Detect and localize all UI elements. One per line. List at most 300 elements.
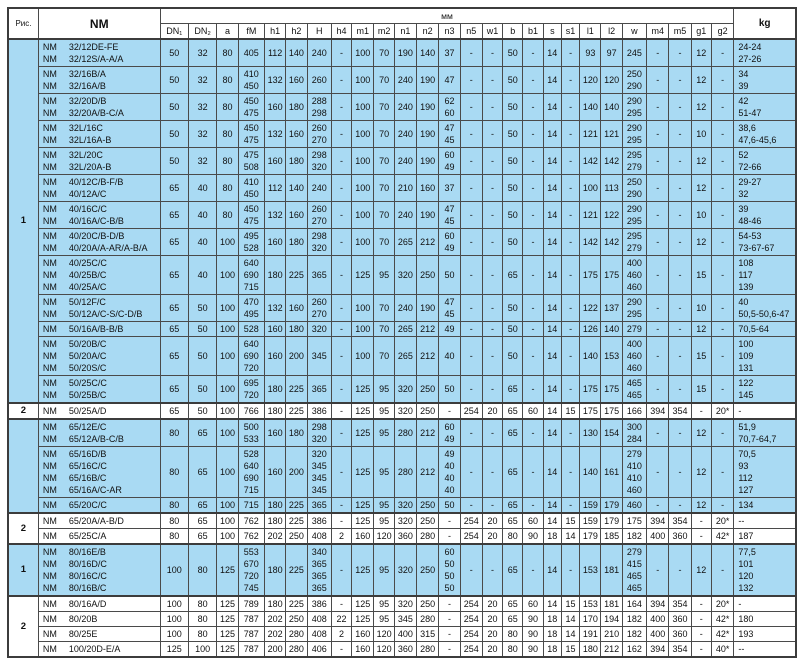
dimension-cell: - xyxy=(711,498,733,514)
dimension-cell: 280 xyxy=(417,642,439,658)
dimension-cell: 14 xyxy=(543,67,561,94)
table-row xyxy=(8,642,796,658)
dimension-cell: 162 xyxy=(622,642,646,658)
dimension-cell: - xyxy=(669,337,691,376)
dimension-cell: 175 xyxy=(622,513,646,529)
dimension-cell: - xyxy=(669,148,691,175)
dimension-cell: - xyxy=(331,403,351,419)
dimension-cell: 18 xyxy=(543,529,561,545)
dimension-cell: 70 xyxy=(374,148,394,175)
dimension-cell: 14 xyxy=(543,596,561,612)
dimension-cell: 160 xyxy=(417,175,439,202)
dimension-cell: - xyxy=(331,642,351,658)
dimension-cell: 14 xyxy=(543,121,561,148)
dimension-cell: 47 45 xyxy=(439,121,460,148)
dimension-cell: 122 xyxy=(601,202,622,229)
dimension-cell: 100 xyxy=(217,295,238,322)
dimension-cell: 175 xyxy=(580,376,601,404)
figure-number-cell xyxy=(8,419,38,513)
dimension-cell: 320 xyxy=(307,322,331,337)
dimension-cell: - xyxy=(331,121,351,148)
dimension-cell: - xyxy=(691,642,711,658)
pump-model-names: NM 40/16C/C NM 40/16A/C-B/B xyxy=(38,202,160,229)
dimension-cell: 65 xyxy=(503,376,523,404)
dimension-cell: - xyxy=(331,376,351,404)
dimension-cell: 200 xyxy=(286,447,307,498)
dimension-cell: 180 xyxy=(580,642,601,658)
dimension-cell: 190 xyxy=(417,202,439,229)
dimension-cell: 240 xyxy=(394,94,416,121)
dimension-cell: 80 xyxy=(188,544,216,596)
dimension-cell: 298 320 xyxy=(307,229,331,256)
weight-cell: 38,6 47,6-45,6 xyxy=(734,121,796,148)
dimension-cell: - xyxy=(669,39,691,67)
dimension-cell: 14 xyxy=(543,337,561,376)
dimension-cell: 386 xyxy=(307,596,331,612)
dimension-cell: - xyxy=(711,121,733,148)
dimension-cell: 140 xyxy=(286,175,307,202)
dimension-cell: 528 xyxy=(238,322,264,337)
dimension-cell: 125 xyxy=(352,376,374,404)
table-row xyxy=(8,498,796,514)
dimension-cell: - xyxy=(561,447,579,498)
dimension-cell: - xyxy=(523,39,543,67)
dimension-cell: 80 xyxy=(217,175,238,202)
dimension-cell: 140 xyxy=(580,94,601,121)
dimension-cell: 290 295 xyxy=(622,202,646,229)
dimension-cell: - xyxy=(711,322,733,337)
dimension-cell: 180 xyxy=(286,148,307,175)
weight-cell: 122 145 xyxy=(734,376,796,404)
weight-cell: 34 39 xyxy=(734,67,796,94)
dimension-cell: 640 690 720 xyxy=(238,337,264,376)
dimension-cell: 120 xyxy=(374,529,394,545)
dimension-cell: 121 xyxy=(580,121,601,148)
dimension-cell: 100 xyxy=(160,596,188,612)
dimension-cell: 408 xyxy=(307,529,331,545)
dimension-cell: 160 xyxy=(286,67,307,94)
dimension-cell: 210 xyxy=(394,175,416,202)
dimension-cell: 180 xyxy=(265,256,286,295)
dimension-cell: - xyxy=(711,67,733,94)
dimension-cell: 175 xyxy=(580,256,601,295)
dimension-cell: 180 xyxy=(286,322,307,337)
dimension-cell: - xyxy=(460,39,482,67)
dimension-cell: 32 xyxy=(188,148,216,175)
table-row xyxy=(8,403,796,419)
dimension-cell: 495 528 xyxy=(238,229,264,256)
dimension-cell: 80 xyxy=(503,642,523,658)
dimension-cell: - xyxy=(460,337,482,376)
dimension-cell: 254 xyxy=(460,529,482,545)
dimension-cell: 140 xyxy=(601,94,622,121)
dimension-cell: 240 xyxy=(394,121,416,148)
dimension-cell: 112 xyxy=(265,39,286,67)
dimension-column-header: b xyxy=(503,24,523,40)
dimension-column-header: m5 xyxy=(669,24,691,40)
pump-model-names: NM 50/12F/C NM 50/12A/C-S/C-D/B xyxy=(38,295,160,322)
dimension-cell: 190 xyxy=(417,148,439,175)
dimension-cell: 180 xyxy=(286,94,307,121)
dimension-cell: 100 xyxy=(217,376,238,404)
dimension-cell: - xyxy=(482,175,502,202)
dimension-cell: 15 xyxy=(561,642,579,658)
dimension-cell: - xyxy=(331,202,351,229)
dimension-cell: 50 xyxy=(503,322,523,337)
dimension-cell: - xyxy=(460,202,482,229)
dimension-cell: 160 xyxy=(265,337,286,376)
dimension-cell: 80 xyxy=(188,612,216,627)
dimension-cell: 80 xyxy=(217,39,238,67)
weight-cell: 100 109 131 xyxy=(734,337,796,376)
pump-model-names: NM 65/12E/C NM 65/12A/B-C/B xyxy=(38,419,160,447)
dimension-cell: 95 xyxy=(374,498,394,514)
dimension-cell: 65 xyxy=(160,403,188,419)
dimension-cell: 120 xyxy=(374,627,394,642)
dimension-cell: 125 xyxy=(352,447,374,498)
dimension-cell: 12 xyxy=(691,447,711,498)
pump-model-names: NM 50/25A/D xyxy=(38,403,160,419)
dimension-cell: 60 49 xyxy=(439,419,460,447)
dimension-cell: 240 xyxy=(394,148,416,175)
dimension-cell: - xyxy=(460,148,482,175)
pump-model-names: NM 32L/16C NM 32L/16A-B xyxy=(38,121,160,148)
dimension-cell: 159 xyxy=(580,498,601,514)
table-row xyxy=(8,419,796,447)
dimension-cell: 120 xyxy=(580,67,601,94)
dimension-column-header: n2 xyxy=(417,24,439,40)
weight-cell: -- xyxy=(734,642,796,658)
dimension-cell: 47 45 xyxy=(439,295,460,322)
dimension-cell: - xyxy=(669,447,691,498)
dimension-cell: 50 xyxy=(188,322,216,337)
dimension-cell: 32 xyxy=(188,67,216,94)
dimension-cell: 340 365 365 365 xyxy=(307,544,331,596)
dimension-cell: 260 xyxy=(307,67,331,94)
dimension-cell: 254 xyxy=(460,612,482,627)
dimension-cell: - xyxy=(669,256,691,295)
dimension-cell: - xyxy=(691,513,711,529)
dimension-cell: 95 xyxy=(374,376,394,404)
dimension-column-header: w xyxy=(622,24,646,40)
dimension-cell: - xyxy=(460,419,482,447)
dimension-cell: - xyxy=(691,529,711,545)
dimension-cell: - xyxy=(460,498,482,514)
dimension-cell: 2 xyxy=(331,627,351,642)
dimension-cell: 113 xyxy=(601,175,622,202)
dimension-cell: 20 xyxy=(482,627,502,642)
dimension-cell: 65 xyxy=(160,322,188,337)
dimension-column-header: H xyxy=(307,24,331,40)
dimension-cell: 50 xyxy=(188,337,216,376)
dimension-cell: 180 xyxy=(265,513,286,529)
dimension-cell: - xyxy=(482,202,502,229)
dimension-cell: 10 xyxy=(691,121,711,148)
dimension-cell: 160 xyxy=(265,322,286,337)
table-body xyxy=(8,39,796,657)
dimension-cell: 100 xyxy=(352,94,374,121)
dimension-cell: 112 xyxy=(265,175,286,202)
dimension-cell: - xyxy=(331,229,351,256)
dimension-cell: 295 279 xyxy=(622,148,646,175)
dimension-cell: - xyxy=(331,419,351,447)
dimension-cell: 95 xyxy=(374,596,394,612)
dimension-cell: 160 xyxy=(265,229,286,256)
dimension-cell: - xyxy=(482,229,502,256)
dimension-cell: - xyxy=(691,403,711,419)
pump-model-names: NM 32L/20C NM 32L/20A-B xyxy=(38,148,160,175)
dimension-cell: 320 xyxy=(394,376,416,404)
dimension-cell: 280 xyxy=(394,447,416,498)
dimension-cell: 100 xyxy=(352,337,374,376)
dimension-cell: 181 xyxy=(601,596,622,612)
pump-model-names: NM 65/25C/A xyxy=(38,529,160,545)
dimension-cell: 320 xyxy=(394,513,416,529)
dimension-cell: 354 xyxy=(669,642,691,658)
dimension-cell: 12 xyxy=(691,544,711,596)
dimension-cell: - xyxy=(711,337,733,376)
dimension-cell: 20 xyxy=(482,612,502,627)
dimension-cell: 100 xyxy=(352,148,374,175)
dimension-cell: 80 xyxy=(217,148,238,175)
dimension-cell: - xyxy=(647,39,669,67)
dimension-cell: 159 xyxy=(580,513,601,529)
dimension-cell: 14 xyxy=(543,376,561,404)
dimension-column-header: fM xyxy=(238,24,264,40)
dimension-cell: - xyxy=(561,229,579,256)
dimension-cell: 154 xyxy=(601,419,622,447)
dimension-cell: - xyxy=(561,322,579,337)
dimension-cell: 250 xyxy=(286,529,307,545)
dimension-cell: 10 xyxy=(691,295,711,322)
dimension-cell: 300 284 xyxy=(622,419,646,447)
dimension-cell: 161 xyxy=(601,447,622,498)
dimension-column-header: g2 xyxy=(711,24,733,40)
dimension-cell: 400 xyxy=(647,529,669,545)
weight-cell: 193 xyxy=(734,627,796,642)
pump-model-names: NM 32/12DE-FE NM 32/12S/A-A/A xyxy=(38,39,160,67)
dimension-cell: 345 xyxy=(307,337,331,376)
dimension-cell: 100 xyxy=(217,498,238,514)
dimension-cell: 65 xyxy=(188,498,216,514)
dimension-cell: 225 xyxy=(286,403,307,419)
nm-column-header: NM xyxy=(38,8,160,39)
dimension-cell: - xyxy=(647,175,669,202)
dimension-cell: 212 xyxy=(417,447,439,498)
dimension-cell: 50 xyxy=(439,498,460,514)
dimension-cell: 40* xyxy=(711,642,733,658)
dimension-cell: 715 xyxy=(238,498,264,514)
dimension-cell: 225 xyxy=(286,498,307,514)
dimension-cell: 160 xyxy=(265,419,286,447)
table-header xyxy=(8,8,796,39)
dimension-cell: 65 xyxy=(160,337,188,376)
dimension-cell: 360 xyxy=(394,529,416,545)
dimension-cell: 14 xyxy=(543,175,561,202)
dimension-cell: 100 xyxy=(217,229,238,256)
dimension-cell: 180 xyxy=(265,498,286,514)
dimension-cell: - xyxy=(523,322,543,337)
dimension-cell: 175 xyxy=(601,403,622,419)
dimension-cell: 70 xyxy=(374,322,394,337)
dimension-cell: - xyxy=(647,256,669,295)
dimension-cell: 280 xyxy=(417,612,439,627)
dimension-cell: 12 xyxy=(691,498,711,514)
table-row xyxy=(8,148,796,175)
dimension-cell: 450 475 xyxy=(238,121,264,148)
dimension-cell: 553 670 720 745 xyxy=(238,544,264,596)
dimension-cell: 14 xyxy=(543,39,561,67)
table-row xyxy=(8,322,796,337)
weight-cell: 40 50,5-50,6-47 xyxy=(734,295,796,322)
dimension-cell: 787 xyxy=(238,642,264,658)
dimension-cell: - xyxy=(482,121,502,148)
dimension-cell: 140 xyxy=(417,39,439,67)
dimension-cell: 179 xyxy=(601,513,622,529)
dimension-cell: - xyxy=(482,498,502,514)
dimension-cell: 190 xyxy=(394,39,416,67)
dimension-cell: 100 xyxy=(352,229,374,256)
weight-cell: 108 117 139 xyxy=(734,256,796,295)
dimension-cell: - xyxy=(561,544,579,596)
dimension-cell: 175 xyxy=(601,376,622,404)
dimension-cell: 202 xyxy=(265,529,286,545)
dimension-cell: - xyxy=(647,498,669,514)
dimension-cell: 137 xyxy=(601,295,622,322)
dimension-cell: 160 xyxy=(352,642,374,658)
dimension-cell: - xyxy=(647,376,669,404)
dimension-cell: 225 xyxy=(286,256,307,295)
weight-cell: 29-27 32 xyxy=(734,175,796,202)
dimension-cell: 100 xyxy=(217,322,238,337)
dimension-cell: - xyxy=(711,419,733,447)
table-row xyxy=(8,529,796,545)
dimension-cell: 50 xyxy=(160,148,188,175)
dimension-cell: - xyxy=(647,419,669,447)
dimension-cell: 202 xyxy=(265,612,286,627)
dimension-cell: - xyxy=(669,175,691,202)
dimension-cell: 50 xyxy=(439,256,460,295)
dimension-cell: 50 xyxy=(503,148,523,175)
dimension-cell: 32 xyxy=(188,121,216,148)
dimension-cell: 12 xyxy=(691,229,711,256)
dimension-cell: 50 xyxy=(160,94,188,121)
dimension-cell: 465 465 xyxy=(622,376,646,404)
dimension-cell: - xyxy=(331,39,351,67)
dimension-cell: 142 xyxy=(580,229,601,256)
dimension-cell: 254 xyxy=(460,403,482,419)
dimension-cell: 125 xyxy=(352,403,374,419)
dimension-cell: 320 xyxy=(394,596,416,612)
figure-number-cell: 1 xyxy=(8,39,38,403)
dimension-cell: 394 xyxy=(647,403,669,419)
pump-model-names: NM 100/20D-E/A xyxy=(38,642,160,658)
dimension-cell: 80 xyxy=(217,67,238,94)
dimension-cell: - xyxy=(669,498,691,514)
figure-number-cell: 2 xyxy=(8,403,38,419)
dimension-cell: 212 xyxy=(417,229,439,256)
dimension-cell: 65 xyxy=(160,229,188,256)
dimension-cell: - xyxy=(561,202,579,229)
dimension-cell: 153 xyxy=(601,337,622,376)
dimension-cell: 280 xyxy=(286,642,307,658)
dimension-cell: - xyxy=(482,447,502,498)
dimension-cell: 295 279 xyxy=(622,229,646,256)
dimension-cell: 245 xyxy=(622,39,646,67)
weight-cell: 52 72-66 xyxy=(734,148,796,175)
dimension-cell: 65 xyxy=(160,202,188,229)
dimension-cell: - xyxy=(561,175,579,202)
dimension-cell: 153 xyxy=(580,544,601,596)
dimension-cell: - xyxy=(460,322,482,337)
dimension-cell: 2 xyxy=(331,529,351,545)
weight-cell: 70,5-64 xyxy=(734,322,796,337)
dimension-cell: - xyxy=(669,229,691,256)
dimension-cell: 182 xyxy=(622,612,646,627)
dimension-cell: - xyxy=(647,94,669,121)
dimension-column-header: g1 xyxy=(691,24,711,40)
weight-cell: 39 48-46 xyxy=(734,202,796,229)
dimension-cell: 80 xyxy=(217,202,238,229)
dimension-cell: 360 xyxy=(669,529,691,545)
dimension-cell: 290 295 xyxy=(622,94,646,121)
dimension-cell: 80 xyxy=(503,627,523,642)
dimension-cell: 50 xyxy=(503,337,523,376)
dimension-cell: 175 xyxy=(580,403,601,419)
dimension-cell: 250 xyxy=(417,544,439,596)
dimension-cell: 100 xyxy=(188,642,216,658)
dimension-cell: 142 xyxy=(580,148,601,175)
dimension-cell: 354 xyxy=(669,513,691,529)
dimension-cell: 240 xyxy=(394,67,416,94)
dimension-cell: 365 xyxy=(307,376,331,404)
dimension-cell: 40 xyxy=(188,175,216,202)
dimension-cell: - xyxy=(647,544,669,596)
dimension-column-header: n3 xyxy=(439,24,460,40)
dimension-column-header: w1 xyxy=(482,24,502,40)
dimension-cell: - xyxy=(669,544,691,596)
dimension-cell: - xyxy=(561,256,579,295)
dimension-cell: - xyxy=(561,295,579,322)
table-row xyxy=(8,94,796,121)
dimension-cell: 190 xyxy=(417,67,439,94)
dimension-cell: 160 xyxy=(265,447,286,498)
dimension-cell: - xyxy=(439,513,460,529)
dimension-cell: 93 xyxy=(580,39,601,67)
dimension-cell: - xyxy=(331,67,351,94)
dimension-cell: 50 xyxy=(160,121,188,148)
dimension-cell: 90 xyxy=(523,627,543,642)
dimension-cell: 789 xyxy=(238,596,264,612)
dimension-cell: 320 xyxy=(394,544,416,596)
weight-cell: 54-53 73-67-67 xyxy=(734,229,796,256)
dimension-cell: - xyxy=(331,322,351,337)
dimension-cell: 49 xyxy=(439,322,460,337)
dimension-cell: 298 320 xyxy=(307,419,331,447)
dimension-cell: 153 xyxy=(580,596,601,612)
dimension-cell: 142 xyxy=(601,148,622,175)
dimension-cell: - xyxy=(460,295,482,322)
dimension-cell: 500 533 xyxy=(238,419,264,447)
dimension-cell: 185 xyxy=(601,529,622,545)
dimension-cell: 10 xyxy=(691,202,711,229)
dimension-cell: - xyxy=(439,612,460,627)
dimension-column-header: DN₂ xyxy=(188,24,216,40)
dimension-cell: 65 xyxy=(188,419,216,447)
table-row xyxy=(8,447,796,498)
dimension-cell: - xyxy=(669,376,691,404)
dimension-cell: 50 xyxy=(503,175,523,202)
